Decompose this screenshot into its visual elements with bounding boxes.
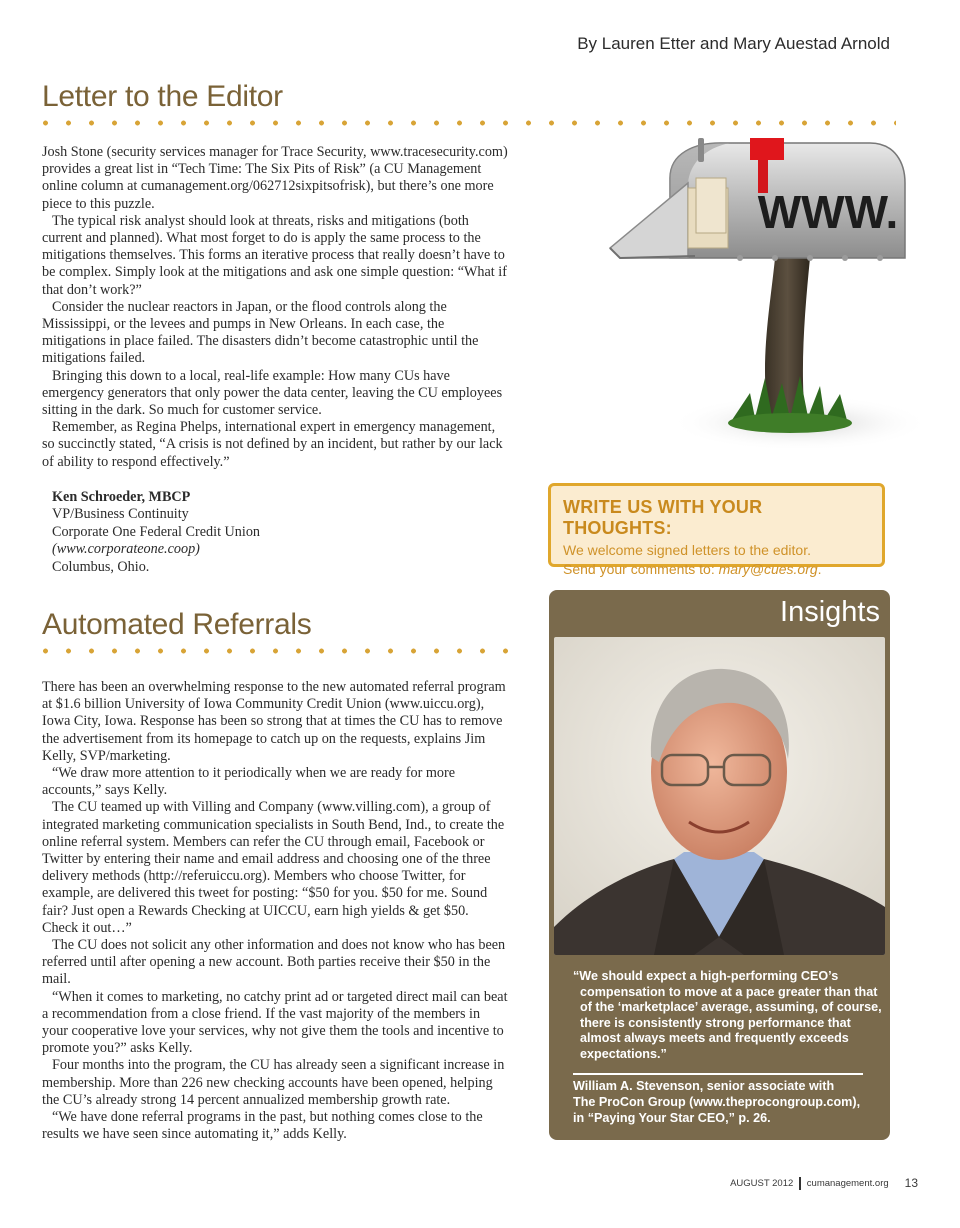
write-us-box bbox=[548, 483, 885, 577]
referrals-paragraph: “We have done referral programs in the past, but nothing comes close to the results we have seen since automating it,” adds Kelly. bbox=[42, 1109, 483, 1143]
write-us-line-1: We welcome signed letters to the editor. bbox=[563, 542, 811, 558]
write-us-line-2 bbox=[563, 560, 870, 579]
write-us-email-link[interactable]: mary@cues.org bbox=[718, 561, 818, 577]
letter-paragraph: Consider the nuclear reactors in Japan, or the flood controls along the Mississippi, or the levees and pumps in New Orleans. In each case, the mitigations in place failed. The disasters didn’t become catastrophic until the mitigations failed. bbox=[42, 298, 479, 367]
insights-credit bbox=[573, 1078, 883, 1126]
referrals-body bbox=[42, 679, 508, 1143]
letter-paragraph: The typical risk analyst should look at threats, risks and mitigations (both current and planned). What most forget to do is apply the same process to the mitigations themselves. This forms an iterative process that really doesn’t have to be complex. Simply look at the mitigations and ask one simple question: “What if that don’t work?” bbox=[42, 212, 507, 298]
referrals-title: Automated Referrals bbox=[42, 608, 312, 641]
portrait-photo bbox=[554, 637, 885, 955]
credit-reference: in “Paying Your Star CEO,” p. 26. bbox=[573, 1111, 771, 1125]
letter-body bbox=[42, 144, 508, 471]
write-us-heading: WRITE US WITH YOUR THOUGHTS: bbox=[563, 497, 763, 538]
signature-name: Ken Schroeder, MBCP bbox=[52, 489, 191, 505]
signature-role: VP/Business Continuity bbox=[52, 506, 189, 523]
byline: By Lauren Etter and Mary Auestad Arnold bbox=[577, 34, 890, 53]
credit-name: William A. Stevenson, senior associate with bbox=[573, 1079, 835, 1093]
credit-org: The ProCon Group (www.theprocongroup.com), bbox=[573, 1095, 861, 1109]
insights-title: Insights bbox=[780, 596, 880, 628]
insights-divider bbox=[573, 1073, 863, 1075]
write-us-suffix: . bbox=[817, 561, 822, 577]
referrals-paragraph: There has been an overwhelming response to the new automated referral program at $1.6 billion University of Iowa Community Credit Union (www.uiccu.org), Iowa City, Iowa. Response has been so strong that at times the CU has to remove the advertisement from its homepage to catch up on the requests, explains Jim Kelly, SVP/marketing. bbox=[42, 679, 506, 764]
page-number: 13 bbox=[904, 1176, 918, 1190]
letter-paragraph: Remember, as Regina Phelps, international expert in emergency management, so succinctly stated, “A crisis is not defined by an incident, but rather by our lack of ability to respond effectively.” bbox=[42, 419, 503, 470]
referrals-paragraph: The CU does not solicit any other information and does not know who has been referred until after opening a new account. Both parties receive their $50 in the mail. bbox=[42, 937, 506, 988]
page-footer bbox=[730, 1176, 918, 1190]
insights-quote: “We should expect a high-performing CEO’s compensation to move at a pace greater than that of the ‘marketplace’ average, assuming, of course, there is consistently strong performance that almost always meets and frequently exceeds expectations.” bbox=[573, 969, 882, 1061]
referrals-title-divider bbox=[34, 648, 516, 654]
mailbox-flag bbox=[750, 138, 784, 160]
referrals-paragraph: “When it comes to marketing, no catchy print ad or targeted direct mail can beat a recommendation from a close friend. If the vast majority of the members in your cooperative love your services, why not give them the tools and incentive to promote you?” asks Kelly. bbox=[42, 988, 508, 1057]
signature-url: (www.corporateone.coop) bbox=[52, 541, 200, 558]
mailbox-sign: WWW. bbox=[757, 186, 899, 238]
write-us-prefix: Send your comments to: bbox=[563, 561, 719, 577]
letter-signature bbox=[52, 489, 260, 576]
mailbox-illustration bbox=[600, 138, 920, 468]
referrals-paragraph: Four months into the program, the CU has already seen a significant increase in membership. More than 226 new checking accounts have been opened, helping the CU’s already strong 14 percent annualized membership growth rate. bbox=[42, 1057, 505, 1108]
footer-date: AUGUST 2012 bbox=[730, 1177, 794, 1189]
referrals-paragraph: The CU teamed up with Villing and Company (www.villing.com), a group of integrated marketing communication specialists in South Bend, Ind., to create the online referral system. Members can refer the CU through email, Facebook or Twitter by entering their name and email address and choosing one of the three delivery methods (http://referuiccu.org). Members who choose Twitter, for example, are delivered this tweet for posting: “$50 for you. $50 for me. Sound fair? Just open a Rewards Checking at UICCU, earn high yields & get $50. Check it out…” bbox=[42, 799, 505, 936]
signature-org: Corporate One Federal Credit Union bbox=[52, 523, 261, 540]
signature-location: Columbus, Ohio. bbox=[52, 558, 150, 575]
footer-separator bbox=[799, 1177, 801, 1190]
letter-title: Letter to the Editor bbox=[42, 80, 283, 113]
insights-box bbox=[549, 590, 890, 1140]
letter-paragraph: Bringing this down to a local, real-life example: How many CUs have emergency generators that only power the data center, leaving the CU employees sitting in the dark. So much for customer service. bbox=[42, 367, 503, 419]
letter-paragraph: Josh Stone (security services manager for Trace Security, www.tracesecurity.com) provides a great list in “Tech Time: The Six Pits of Risk” (a CU Management online column at cumanagement.org/062712sixpitsofrisk), but there’s one more piece to this puzzle. bbox=[42, 144, 508, 212]
footer-site: cumanagement.org bbox=[806, 1177, 889, 1189]
referrals-paragraph: “We draw more attention to it periodically when we are ready for more accounts,” says Kelly. bbox=[42, 765, 456, 799]
mailbox-door bbox=[610, 183, 688, 258]
letter-title-divider bbox=[34, 120, 896, 126]
mailbox-post bbox=[765, 258, 810, 416]
